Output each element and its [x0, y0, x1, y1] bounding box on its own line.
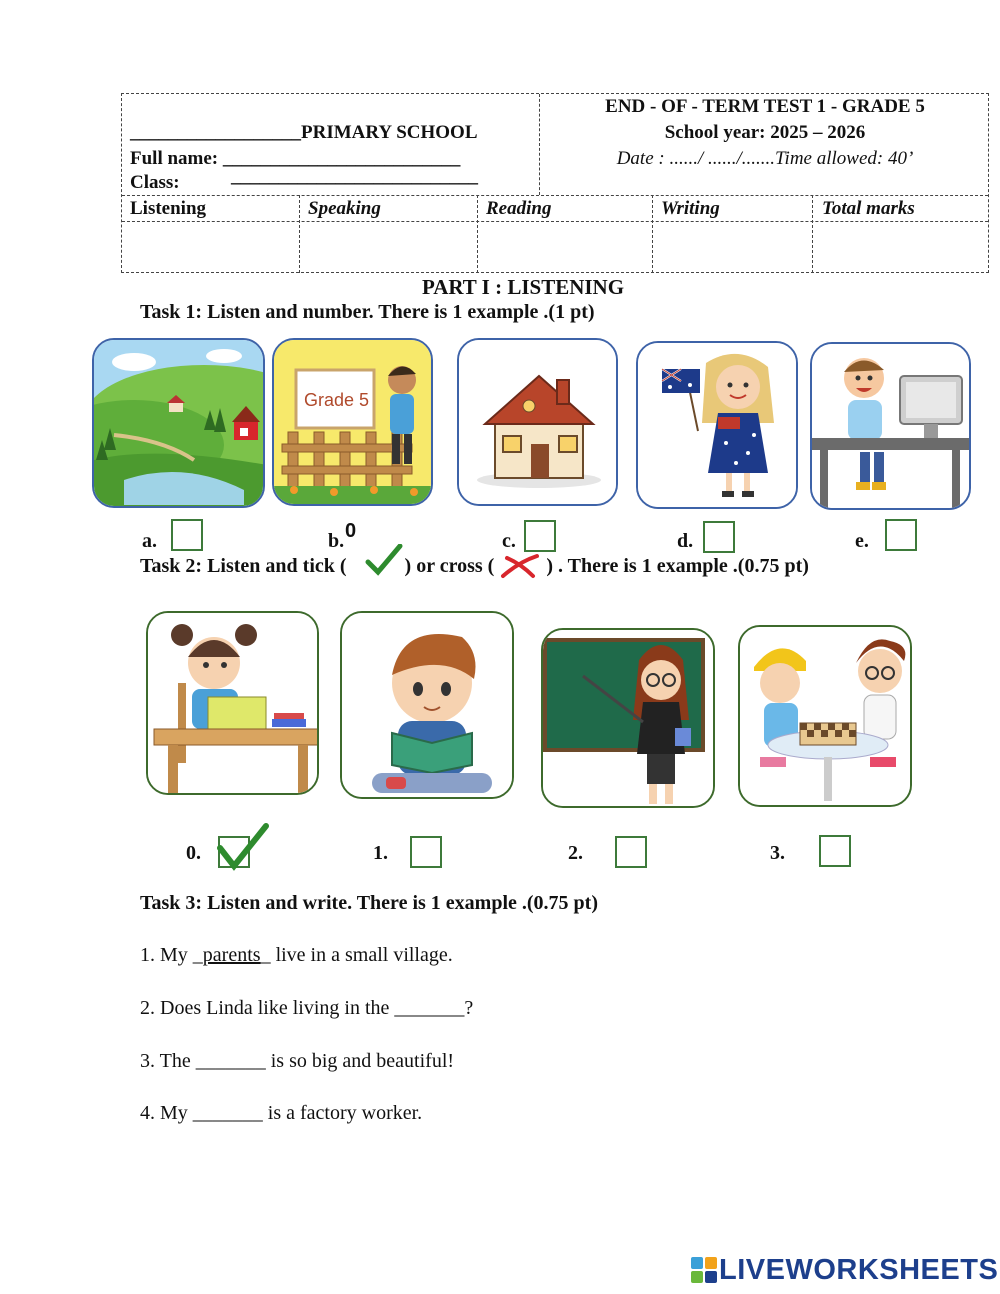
task1-answer-box-d[interactable]: [703, 521, 735, 553]
task3-sentence-1: [140, 944, 453, 967]
header-row-line: [122, 195, 988, 196]
tick-icon: [352, 556, 400, 578]
full-name-field[interactable]: _________________________: [222, 148, 461, 169]
task1-label-e: e.: [855, 530, 869, 552]
test-title: END - OF - TERM TEST 1 - GRADE 5: [605, 96, 925, 117]
task1-label-d: d.: [677, 530, 694, 552]
task2-label-0: 0.: [186, 842, 201, 864]
playing-chess-picture: [738, 625, 912, 807]
score-divider: [652, 195, 653, 273]
school-name: [130, 122, 478, 144]
task2-title: [140, 555, 809, 578]
score-header-speaking: Speaking: [308, 198, 381, 219]
task2-title-mid: ) or cross (: [404, 555, 495, 577]
task1-example-answer: 0: [345, 520, 357, 542]
full-name-label: Full name:: [130, 148, 219, 169]
task1-label-a: a.: [142, 530, 157, 552]
part-title: PART I : LISTENING: [421, 275, 625, 299]
boy-reading-picture: [340, 611, 514, 799]
task1-answer-box-a[interactable]: [171, 519, 203, 551]
task2-label-2: 2.: [568, 842, 583, 864]
sentence-1-example-answer: parents: [202, 944, 261, 966]
class-field[interactable]: __________________________: [231, 166, 478, 187]
class-row: [130, 166, 478, 194]
task1-label-c: c.: [502, 530, 516, 552]
date-line: Date : ....../ ....../.......Time allowed: 40’: [616, 148, 914, 169]
score-divider: [477, 195, 478, 273]
brand-name: LIVEWORKSHEETS: [719, 1253, 999, 1286]
house-picture: [457, 338, 618, 506]
school-year: School year: 2025 – 2026: [664, 122, 866, 143]
task3-sentence-3[interactable]: 3. The _______ is so big and beautiful!: [140, 1050, 455, 1072]
task2-title-end: ) . There is 1 example .(0.75 pt): [546, 555, 809, 577]
task1-title: Task 1: Listen and number. There is 1 example .(1 pt): [140, 301, 595, 323]
task1-answer-box-e[interactable]: [885, 519, 917, 551]
task2-title-start: Task 2: Listen and tick (: [140, 555, 347, 577]
task3-title: Task 3: Listen and write. There is 1 example .(0.75 pt): [140, 892, 598, 914]
logo-mark-icon: [691, 1257, 717, 1283]
score-header-total: Total marks: [822, 198, 915, 219]
score-header-reading: Reading: [486, 198, 552, 219]
header-table: [121, 93, 989, 273]
grade5-boy-picture: [272, 338, 433, 506]
girl-reading-picture: [146, 611, 319, 795]
sentence-1-start: 1. My _: [140, 944, 203, 966]
score-header-listening: Listening: [130, 198, 207, 219]
cross-icon: [499, 556, 541, 578]
example-tick-icon: [214, 822, 270, 877]
school-label: PRIMARY SCHOOL: [301, 122, 478, 143]
score-divider: [812, 195, 813, 273]
task2-label-1: 1.: [373, 842, 388, 864]
task1-label-b: b.: [328, 530, 345, 552]
task1-answer-box-c[interactable]: [524, 520, 556, 552]
australian-girl-picture: [636, 341, 798, 509]
score-divider: [299, 195, 300, 273]
countryside-picture: [92, 338, 265, 508]
score-row-line: [122, 221, 988, 222]
sentence-1-end: _ live in a small village.: [260, 944, 453, 966]
class-label: Class:: [130, 172, 180, 193]
liveworksheets-logo: [691, 1252, 998, 1288]
boy-computer-picture: [810, 342, 971, 510]
task2-answer-box-2[interactable]: [615, 836, 647, 868]
task3-sentence-2[interactable]: 2. Does Linda like living in the _______?: [140, 997, 474, 1019]
task2-answer-box-1[interactable]: [410, 836, 442, 868]
score-header-writing: Writing: [661, 198, 720, 219]
teacher-picture: [541, 628, 715, 808]
school-blank[interactable]: __________________: [130, 122, 301, 143]
task2-label-3: 3.: [770, 842, 785, 864]
task3-sentence-4[interactable]: 4. My _______ is a factory worker.: [140, 1102, 423, 1124]
svg-text:Grade 5: Grade 5: [304, 390, 370, 410]
task2-answer-box-3[interactable]: [819, 835, 851, 867]
